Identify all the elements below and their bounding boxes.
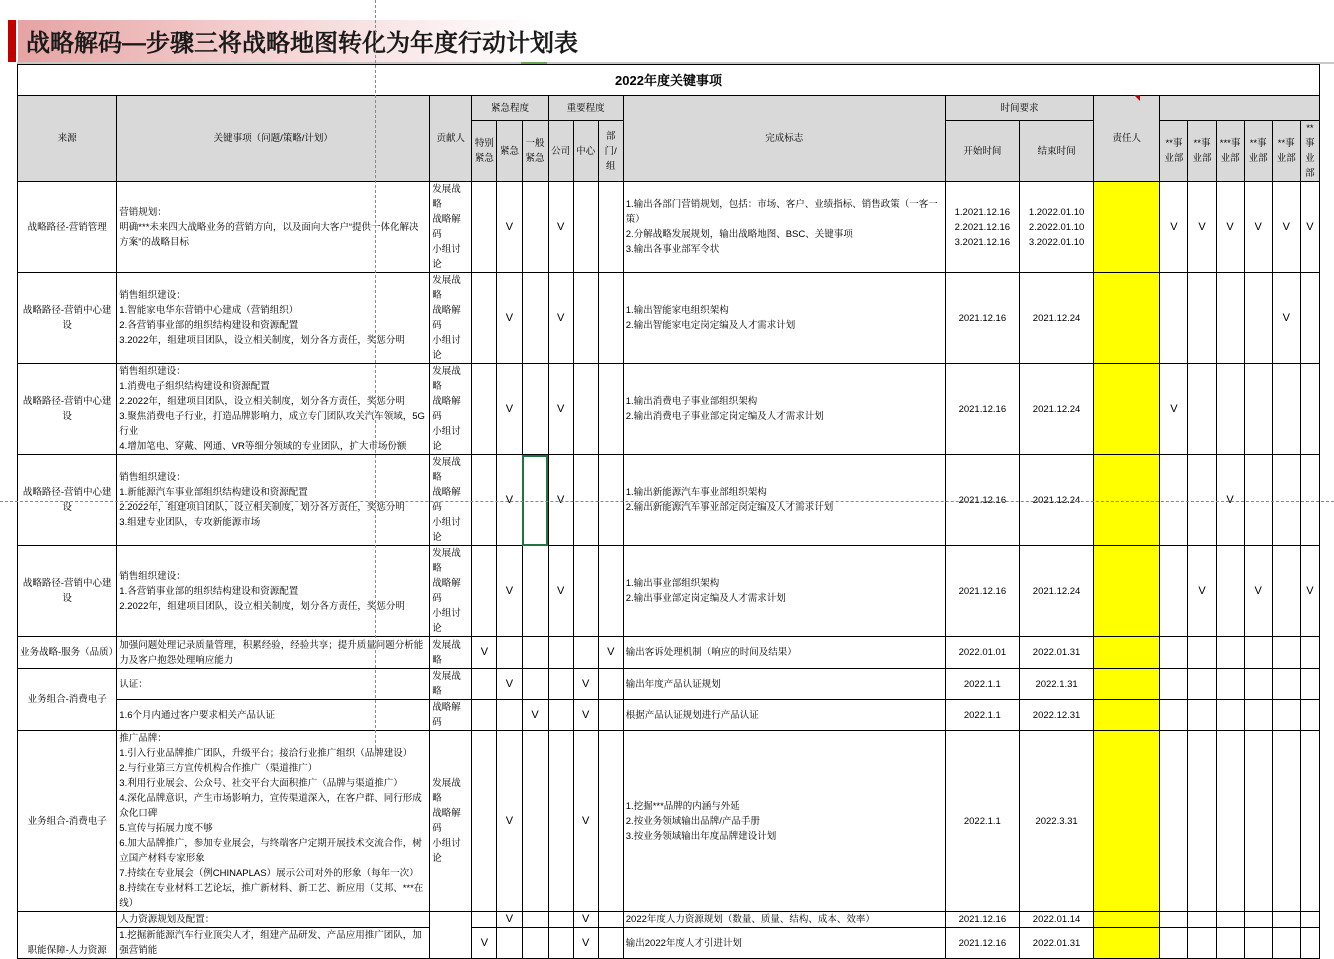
cell-start[interactable]: 2022.1.1 [945, 731, 1019, 912]
table-row [18, 912, 1320, 928]
cell-importance-dept[interactable] [598, 364, 623, 455]
cell-end[interactable]: 2022.1.31 [1019, 669, 1093, 700]
cell-urgency-special[interactable] [472, 731, 497, 912]
cell-importance-company[interactable] [548, 669, 573, 700]
cell-start[interactable]: 1.2021.12.16 2.2021.12.16 3.2021.12.16 [945, 182, 1019, 273]
cell-importance-company[interactable] [548, 637, 573, 669]
cell-dept-2[interactable] [1188, 912, 1216, 928]
title-band [0, 8, 1334, 56]
cell-owner[interactable] [1094, 455, 1160, 546]
cell-dept-1[interactable] [1160, 912, 1188, 928]
action-plan-table [17, 64, 1320, 959]
cell-end[interactable]: 2022.3.31 [1019, 731, 1093, 912]
cell-source[interactable]: 业务组合-消费电子 [18, 669, 117, 731]
cell-end[interactable]: 2021.12.24 [1019, 455, 1093, 546]
cell-owner[interactable] [1094, 546, 1160, 637]
cell-source[interactable]: 战略路径-营销中心建设 [18, 273, 117, 364]
cell-source[interactable]: 职能保障-人力资源 [18, 912, 117, 959]
cell-urgency-normal-selected[interactable] [522, 455, 548, 546]
cell-owner[interactable] [1094, 700, 1160, 731]
cell-importance-center[interactable]: V [573, 912, 598, 928]
header-dept-4[interactable]: **事业部 [1244, 121, 1272, 182]
cell-dept-1[interactable] [1160, 637, 1188, 669]
cell-start[interactable]: 2021.12.16 [945, 364, 1019, 455]
cell-dept-3[interactable] [1216, 700, 1244, 731]
header-dept-6[interactable]: **事业部 [1300, 121, 1319, 182]
cell-dept-2[interactable] [1188, 364, 1216, 455]
cell-urgency-normal[interactable]: V [522, 700, 548, 731]
cell-urgency-special[interactable] [472, 669, 497, 700]
table-row [18, 455, 1320, 546]
cell-dept-6[interactable]: V [1300, 182, 1319, 273]
vertical-guide-line [375, 0, 376, 753]
cell-importance-dept[interactable] [598, 700, 623, 731]
cell-dept-6[interactable] [1300, 637, 1319, 669]
table-row [18, 928, 1320, 959]
header-dept-3[interactable]: ***事业部 [1216, 121, 1244, 182]
cell-end[interactable]: 2022.01.14 [1019, 912, 1093, 928]
cell-importance-center[interactable]: V [573, 731, 598, 912]
cell-dept-6[interactable] [1300, 455, 1319, 546]
cell-dept-4[interactable]: V [1244, 546, 1272, 637]
header-key-items[interactable]: 关键事项（问题/策略/计划） [117, 96, 430, 182]
cell-dept-5[interactable] [1272, 912, 1300, 928]
cell-dept-5[interactable] [1272, 546, 1300, 637]
cell-contributor[interactable]: 发展战略 [430, 669, 472, 700]
header-end-time[interactable]: 结束时间 [1019, 121, 1093, 182]
cell-contributor[interactable] [430, 912, 472, 959]
cell-dept-5[interactable]: V [1272, 273, 1300, 364]
cell-end[interactable]: 2022.01.31 [1019, 637, 1093, 669]
title-accent-bar [8, 20, 16, 62]
cell-dept-3[interactable] [1216, 637, 1244, 669]
cell-completion[interactable]: 1.挖掘***品牌的内涵与外延 2.按业务领域输出品牌/产品手册 3.按业务领域输出年度品牌建设计划 [623, 731, 945, 912]
cell-source[interactable]: 战略路径-营销中心建设 [18, 364, 117, 455]
cell-importance-dept[interactable]: V [598, 637, 623, 669]
cell-dept-3[interactable] [1216, 364, 1244, 455]
cell-start[interactable]: 2021.12.16 [945, 912, 1019, 928]
cell-importance-center[interactable]: V [573, 700, 598, 731]
cell-urgency-special[interactable] [472, 912, 497, 928]
cell-dept-2[interactable] [1188, 669, 1216, 700]
cell-dept-1[interactable] [1160, 928, 1188, 959]
cell-importance-center[interactable]: V [573, 669, 598, 700]
cell-source[interactable]: 战略路径-营销管理 [18, 182, 117, 273]
cell-urgency-urgent[interactable] [497, 928, 522, 959]
cell-contributor[interactable]: 发展战略 战略解码 小组讨论 [430, 182, 472, 273]
header-urgency-special[interactable]: 特别紧急 [472, 121, 497, 182]
cell-dept-5[interactable] [1272, 731, 1300, 912]
cell-dept-2[interactable] [1188, 928, 1216, 959]
header-importance[interactable]: 重要程度 [548, 96, 623, 121]
cell-completion[interactable]: 输出年度产品认证规划 [623, 669, 945, 700]
header-time-requirement[interactable]: 时间要求 [945, 96, 1093, 121]
header-source[interactable]: 来源 [18, 96, 117, 182]
cell-importance-center[interactable] [573, 273, 598, 364]
cell-key-items[interactable]: 销售组织建设： 1.智能家电华东营销中心建成（营销组织） 2.各营销事业部的组织结构建设和资源配置 3.2022年，组建项目团队，设立相关制度，划分各方责任，奖惩分明 [117, 273, 430, 364]
cell-importance-dept[interactable] [598, 731, 623, 912]
cell-completion[interactable]: 1.输出智能家电组织架构 2.输出智能家电定岗定编及人才需求计划 [623, 273, 945, 364]
cell-urgency-urgent[interactable]: V [497, 669, 522, 700]
cell-importance-center[interactable] [573, 637, 598, 669]
cell-importance-company[interactable] [548, 731, 573, 912]
cell-urgency-special[interactable]: V [472, 637, 497, 669]
cell-dept-2[interactable]: V [1188, 182, 1216, 273]
cell-dept-4[interactable] [1244, 273, 1272, 364]
cell-dept-4[interactable]: V [1244, 182, 1272, 273]
action-plan-sheet [17, 64, 1320, 956]
cell-contributor[interactable]: 发展战略 [430, 637, 472, 669]
cell-dept-3[interactable] [1216, 731, 1244, 912]
cell-importance-center[interactable] [573, 182, 598, 273]
cell-owner[interactable] [1094, 182, 1160, 273]
header-owner[interactable]: 责任人 [1094, 96, 1160, 182]
cell-urgency-urgent[interactable]: V [497, 364, 522, 455]
cell-urgency-urgent[interactable] [497, 637, 522, 669]
table-row [18, 273, 1320, 364]
cell-importance-company[interactable] [548, 912, 573, 928]
cell-dept-5[interactable] [1272, 700, 1300, 731]
header-start-time[interactable]: 开始时间 [945, 121, 1019, 182]
cell-urgency-special[interactable] [472, 455, 497, 546]
cell-owner[interactable] [1094, 912, 1160, 928]
cell-contributor[interactable]: 战略解码 [430, 700, 472, 731]
cell-dept-4[interactable] [1244, 637, 1272, 669]
cell-end[interactable]: 2021.12.24 [1019, 546, 1093, 637]
cell-urgency-normal[interactable] [522, 669, 548, 700]
cell-urgency-urgent[interactable]: V [497, 273, 522, 364]
cell-urgency-urgent[interactable]: V [497, 912, 522, 928]
horizontal-guide-line [0, 501, 1334, 502]
header-urgency[interactable]: 紧急程度 [472, 96, 548, 121]
cell-importance-dept[interactable] [598, 928, 623, 959]
cell-source[interactable]: 业务组合-消费电子 [18, 731, 117, 912]
cell-dept-2[interactable] [1188, 700, 1216, 731]
cell-key-items[interactable]: 1.挖掘新能源汽车行业顶尖人才，组建产品研发、产品应用推广团队，加强营销能 [117, 928, 430, 959]
cell-dept-2[interactable] [1188, 637, 1216, 669]
cell-end[interactable]: 2022.12.31 [1019, 700, 1093, 731]
cell-key-items[interactable]: 推广品牌： 1.引入行业品牌推广团队，升级平台；接洽行业推广组织（品牌建设） 2.与行业第三方宣传机构合作推广（渠道推广） 3.利用行业展会、公众号、社交平台大面积推广（品牌与渠道推广） 4.深化品牌意识，产生市场影响力，宣传渠道深入，在客户群、同行形成众化口碑 5.宣传与拓展力度不够 6.加大品牌推广，参加专业展会，与终端客户定期开展技术交流合作，树立国产材料专家形象 7.持续在专业展会（例CHINAPLAS）展示公司对外的形象（每年一次） 8.持续在专业材料工艺论坛，推广新材料、新工艺、新应用（艾邦、***在线） [117, 731, 430, 912]
cell-importance-center[interactable] [573, 546, 598, 637]
cell-start[interactable]: 2021.12.16 [945, 455, 1019, 546]
cell-urgency-special[interactable]: V [472, 928, 497, 959]
cell-urgency-special[interactable] [472, 546, 497, 637]
cell-dept-4[interactable] [1244, 364, 1272, 455]
cell-urgency-normal[interactable] [522, 928, 548, 959]
cell-key-items[interactable]: 销售组织建设： 1.消费电子组织结构建设和资源配置 2.2022年，组建项目团队，设立相关制度，划分各方责任，奖惩分明 3.聚焦消费电子行业，打造品牌影响力，成立专门团队攻关汽车领域，5G行业 4.增加笔电、穿戴、网通、VR等细分领域的专业团队，扩大市场份额 [117, 364, 430, 455]
header-depts-group[interactable] [1160, 96, 1320, 121]
cell-urgency-normal[interactable] [522, 731, 548, 912]
cell-start[interactable]: 2022.01.01 [945, 637, 1019, 669]
cell-dept-3[interactable]: V [1216, 455, 1244, 546]
cell-dept-4[interactable] [1244, 700, 1272, 731]
cell-urgency-urgent[interactable]: V [497, 455, 522, 546]
cell-importance-dept[interactable] [598, 273, 623, 364]
cell-importance-company[interactable]: V [548, 364, 573, 455]
cell-dept-2[interactable]: V [1188, 546, 1216, 637]
cell-contributor[interactable]: 发展战略 战略解码 小组讨论 [430, 731, 472, 912]
table-row [18, 731, 1320, 912]
cell-urgency-special[interactable] [472, 273, 497, 364]
cell-end[interactable]: 2021.12.24 [1019, 364, 1093, 455]
cell-dept-5[interactable] [1272, 364, 1300, 455]
cell-owner[interactable] [1094, 731, 1160, 912]
cell-urgency-urgent[interactable]: V [497, 731, 522, 912]
cell-completion[interactable]: 1.输出事业部组织架构 2.输出事业部定岗定编及人才需求计划 [623, 546, 945, 637]
cell-dept-1[interactable] [1160, 731, 1188, 912]
cell-importance-company[interactable]: V [548, 182, 573, 273]
cell-start[interactable]: 2021.12.16 [945, 546, 1019, 637]
cell-urgency-normal[interactable] [522, 364, 548, 455]
cell-key-items[interactable]: 人力资源规划及配置： [117, 912, 430, 928]
header-contributor[interactable]: 贡献人 [430, 96, 472, 182]
cell-contributor[interactable]: 发展战略 战略解码 小组讨论 [430, 546, 472, 637]
cell-key-items[interactable]: 加强问题处理记录质量管理，积累经验，经验共享；提升质量问题分析能力及客户抱怨处理响应能力 [117, 637, 430, 669]
cell-importance-company[interactable]: V [548, 273, 573, 364]
cell-key-items[interactable]: 1.6个月内通过客户要求相关产品认证 [117, 700, 430, 731]
cell-importance-dept[interactable] [598, 182, 623, 273]
header-importance-dept[interactable]: 部门/组 [598, 121, 623, 182]
cell-owner[interactable] [1094, 637, 1160, 669]
cell-key-items[interactable]: 销售组织建设： 1.新能源汽车事业部组织结构建设和资源配置 2.2022年，组建项目团队，设立相关制度，划分各方责任，奖惩分明 3.组建专业团队，专攻新能源市场 [117, 455, 430, 546]
cell-dept-5[interactable] [1272, 669, 1300, 700]
cell-dept-2[interactable] [1188, 273, 1216, 364]
cell-dept-1[interactable] [1160, 700, 1188, 731]
cell-dept-3[interactable] [1216, 546, 1244, 637]
cell-dept-4[interactable] [1244, 669, 1272, 700]
cell-contributor[interactable]: 发展战略 战略解码 小组讨论 [430, 273, 472, 364]
cell-dept-3[interactable] [1216, 928, 1244, 959]
sheet-title: 2022年度关键事项 [18, 65, 1320, 96]
cell-importance-center[interactable] [573, 455, 598, 546]
cell-dept-1[interactable]: V [1160, 364, 1188, 455]
cell-end[interactable]: 2021.12.24 [1019, 273, 1093, 364]
cell-urgency-normal[interactable] [522, 912, 548, 928]
header-completion[interactable]: 完成标志 [623, 96, 945, 182]
cell-dept-1[interactable] [1160, 546, 1188, 637]
cell-dept-6[interactable] [1300, 731, 1319, 912]
cell-importance-dept[interactable] [598, 669, 623, 700]
cell-urgency-normal[interactable] [522, 546, 548, 637]
cell-owner[interactable] [1094, 669, 1160, 700]
header-dept-2[interactable]: **事业部 [1188, 121, 1216, 182]
cell-dept-6[interactable] [1300, 669, 1319, 700]
table-row [18, 700, 1320, 731]
cell-source[interactable]: 战略路径-营销中心建设 [18, 455, 117, 546]
cell-dept-5[interactable]: V [1272, 182, 1300, 273]
cell-owner[interactable] [1094, 364, 1160, 455]
cell-end[interactable]: 2022.01.31 [1019, 928, 1093, 959]
cell-dept-3[interactable]: V [1216, 182, 1244, 273]
cell-dept-4[interactable] [1244, 731, 1272, 912]
cell-source[interactable]: 战略路径-营销中心建设 [18, 546, 117, 637]
cell-dept-5[interactable] [1272, 928, 1300, 959]
slide-title: 战略解码—步骤三将战略地图转化为年度行动计划表 [26, 30, 578, 57]
cell-importance-company[interactable]: V [548, 455, 573, 546]
cell-urgency-normal[interactable] [522, 273, 548, 364]
header-importance-company[interactable]: 公司 [548, 121, 573, 182]
cell-dept-3[interactable] [1216, 273, 1244, 364]
cell-completion[interactable]: 根据产品认证规划进行产品认证 [623, 700, 945, 731]
cell-importance-center[interactable] [573, 364, 598, 455]
cell-contributor[interactable]: 发展战略 战略解码 小组讨论 [430, 364, 472, 455]
cell-urgency-normal[interactable] [522, 637, 548, 669]
cell-start[interactable]: 2021.12.16 [945, 273, 1019, 364]
cell-dept-6[interactable]: V [1300, 546, 1319, 637]
comment-indicator [1134, 95, 1140, 101]
cell-importance-center[interactable]: V [573, 928, 598, 959]
cell-completion[interactable]: 1.输出各部门营销规划，包括：市场、客户、业绩指标、销售政策（一客一策） 2.分解战略发展规划，输出战略地图、BSC、关键事项 3.输出各事业部军令状 [623, 182, 945, 273]
cell-dept-5[interactable] [1272, 455, 1300, 546]
cell-end[interactable]: 1.2022.01.10 2.2022.01.10 3.2022.01.10 [1019, 182, 1093, 273]
table-row [18, 669, 1320, 700]
cell-contributor[interactable]: 发展战略 战略解码 小组讨论 [430, 455, 472, 546]
header-urgency-normal[interactable]: 一般紧急 [522, 121, 548, 182]
cell-dept-6[interactable] [1300, 700, 1319, 731]
header-dept-1[interactable]: **事业部 [1160, 121, 1188, 182]
cell-owner[interactable] [1094, 928, 1160, 959]
cell-key-items[interactable]: 认证： [117, 669, 430, 700]
cell-urgency-urgent[interactable]: V [497, 546, 522, 637]
cell-dept-1[interactable] [1160, 669, 1188, 700]
cell-dept-4[interactable] [1244, 928, 1272, 959]
cell-urgency-special[interactable] [472, 364, 497, 455]
table-row [18, 546, 1320, 637]
cell-dept-4[interactable] [1244, 455, 1272, 546]
cell-owner[interactable] [1094, 273, 1160, 364]
cell-importance-dept[interactable] [598, 546, 623, 637]
cell-importance-company[interactable] [548, 700, 573, 731]
cell-completion[interactable]: 2022年度人力资源规划（数量、质量、结构、成本、效率） [623, 912, 945, 928]
cell-completion[interactable]: 1.输出新能源汽车事业部组织架构 2.输出新能源汽车事业部定岗定编及人才需求计划 [623, 455, 945, 546]
cell-dept-1[interactable]: V [1160, 182, 1188, 273]
header-dept-5[interactable]: **事业部 [1272, 121, 1300, 182]
cell-completion[interactable]: 1.输出消费电子事业部组织架构 2.输出消费电子事业部定岗定编及人才需求计划 [623, 364, 945, 455]
cell-dept-2[interactable] [1188, 455, 1216, 546]
cell-dept-6[interactable] [1300, 912, 1319, 928]
cell-importance-company[interactable]: V [548, 546, 573, 637]
cell-dept-4[interactable] [1244, 912, 1272, 928]
cell-completion[interactable]: 输出客诉处理机制（响应的时间及结果） [623, 637, 945, 669]
cell-dept-1[interactable] [1160, 273, 1188, 364]
cell-dept-3[interactable] [1216, 912, 1244, 928]
cell-importance-company[interactable] [548, 928, 573, 959]
cell-dept-6[interactable] [1300, 273, 1319, 364]
cell-source[interactable]: 业务战略-服务（品质） [18, 637, 117, 669]
cell-urgency-urgent[interactable]: V [497, 182, 522, 273]
header-urgency-urgent[interactable]: 紧急 [497, 121, 522, 182]
cell-start[interactable]: 2021.12.16 [945, 928, 1019, 959]
cell-urgency-urgent[interactable] [497, 700, 522, 731]
cell-urgency-special[interactable] [472, 700, 497, 731]
cell-completion[interactable]: 输出2022年度人才引进计划 [623, 928, 945, 959]
cell-key-items[interactable]: 销售组织建设： 1.各营销事业部的组织结构建设和资源配置 2.2022年，组建项目团队，设立相关制度，划分各方责任，奖惩分明 [117, 546, 430, 637]
cell-urgency-normal[interactable] [522, 182, 548, 273]
cell-dept-6[interactable] [1300, 364, 1319, 455]
cell-importance-dept[interactable] [598, 455, 623, 546]
cell-dept-6[interactable] [1300, 928, 1319, 959]
table-row [18, 637, 1320, 669]
cell-dept-2[interactable] [1188, 731, 1216, 912]
cell-importance-dept[interactable] [598, 912, 623, 928]
table-row [18, 364, 1320, 455]
cell-dept-1[interactable] [1160, 455, 1188, 546]
cell-dept-5[interactable] [1272, 637, 1300, 669]
table-row [18, 182, 1320, 273]
cell-dept-3[interactable] [1216, 669, 1244, 700]
cell-key-items[interactable]: 营销规划： 明确***未来四大战略业务的营销方向，以及面向大客户“提供一体化解决方案”的战略目标 [117, 182, 430, 273]
header-importance-center[interactable]: 中心 [573, 121, 598, 182]
cell-start[interactable]: 2022.1.1 [945, 700, 1019, 731]
cell-urgency-special[interactable] [472, 182, 497, 273]
cell-start[interactable]: 2022.1.1 [945, 669, 1019, 700]
